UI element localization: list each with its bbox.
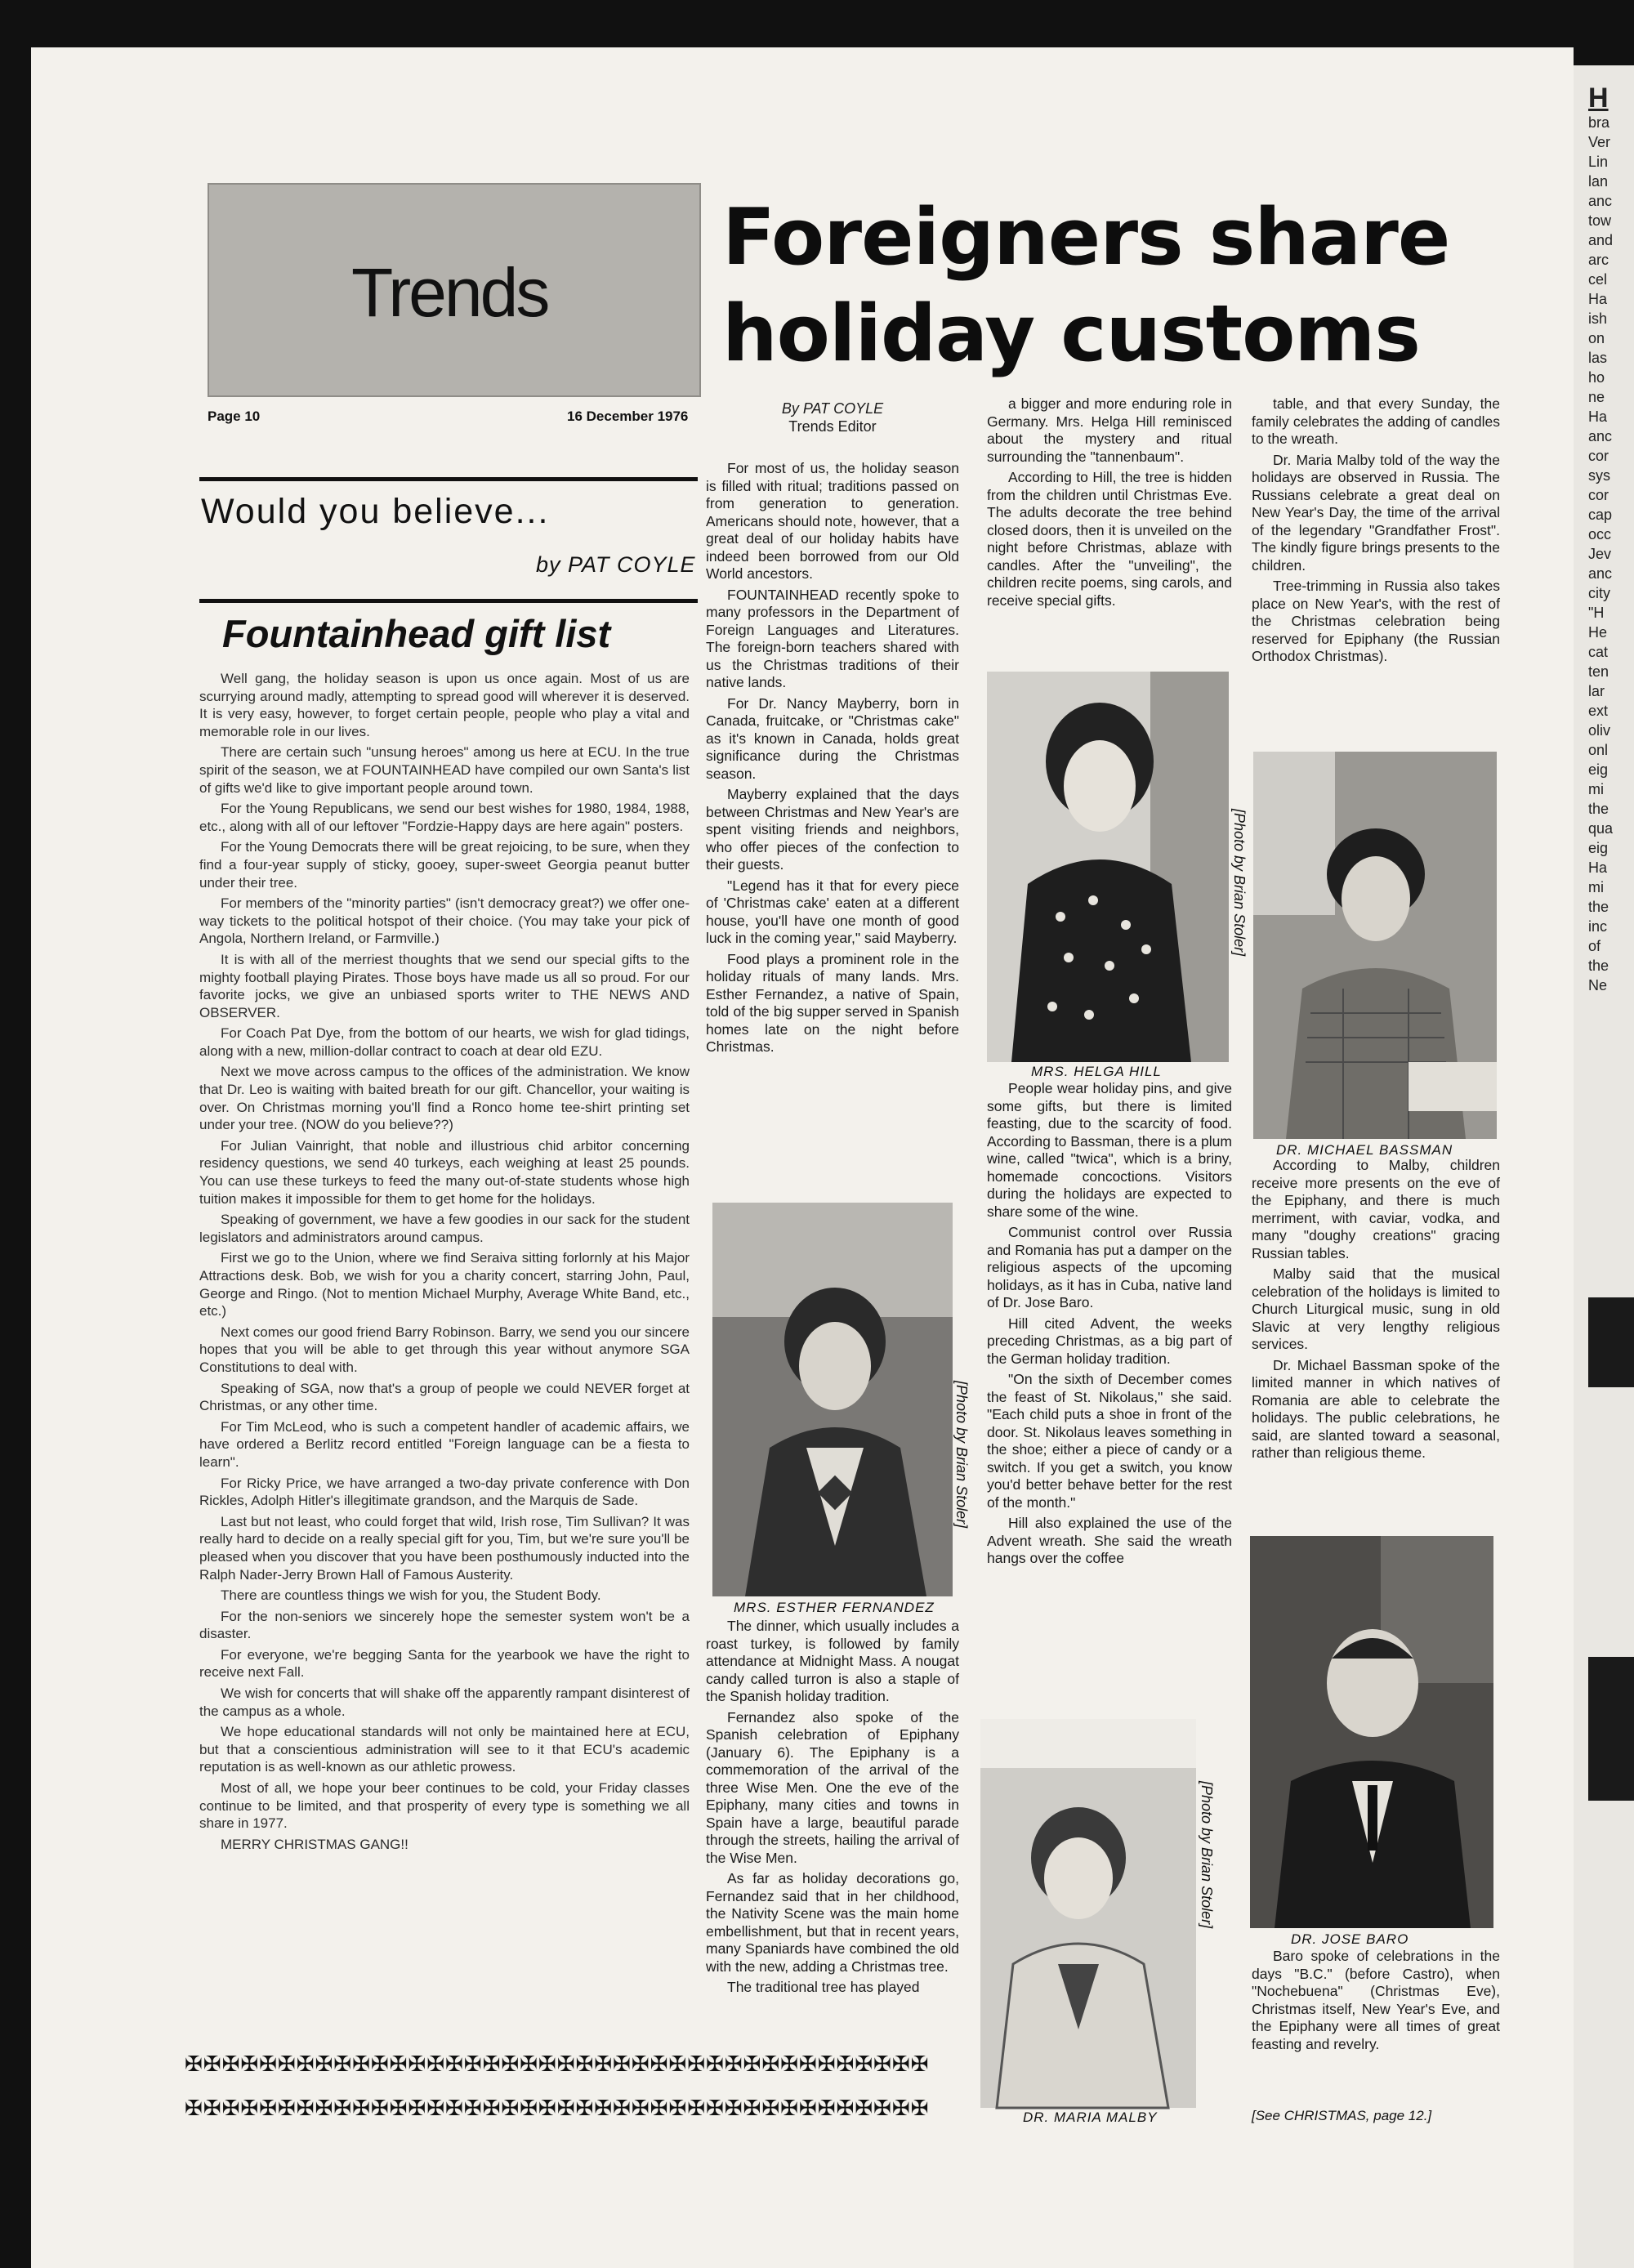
adjacent-page-fragment: city: [1588, 585, 1610, 601]
paragraph: For members of the "minority parties" (isn't democracy great?) we offer one-way tickets to the political hotspot of their choice. (You may take your pick of Angola, Northern Ireland, or Farmville.): [199, 895, 690, 947]
paragraph: The dinner, which usually includes a roast turkey, is followed by family attendance at Midnight Mass. A nougat candy called turron is also a staple of the Spanish holiday tradition.: [706, 1618, 959, 1704]
adjacent-page-fragment: Ha: [1588, 859, 1608, 876]
adjacent-page-fragment: Ver: [1588, 134, 1611, 150]
paragraph: The traditional tree has played: [727, 1979, 920, 1995]
adjacent-page-fragment: cat: [1588, 644, 1609, 660]
column-text: [706, 460, 959, 1056]
adjacent-page-fragment: ext: [1588, 703, 1609, 719]
adjacent-page-fragment: eig: [1588, 840, 1609, 856]
paragraph: People wear holiday pins, and give some gifts, but there is limited feasting, due to the scarcity of food. According to Bassman, there is a plum wine, called "twica", which is a briny, homemade concoctions. Visitors during the holidays are expected to share some of the wine.: [987, 1080, 1232, 1220]
paragraph: "Legend has it that for every piece of 'Christmas cake' eaten at a different house, you'll have one month of good luck in the coming year," said Mayberry.: [706, 877, 959, 946]
paragraph: table, and that every Sunday, the family celebrates the adding of candles to the wreath.: [1252, 395, 1500, 447]
adjacent-page-fragment: onl: [1588, 742, 1609, 758]
paragraph: Most of all, we hope your beer continues to be cold, your Friday classes continue to be limited, and that prosperity of every type is something we all share in 1977.: [199, 1780, 690, 1832]
photo-caption: MRS. HELGA HILL: [1031, 1064, 1162, 1079]
adjacent-page-fragment: anc: [1588, 565, 1613, 582]
adjacent-page-photo: [1588, 1297, 1634, 1387]
paragraph: It is with all of the merriest thoughts that we send our special gifts to the mighty football playing Pirates. Those boys have made us all so proud. For our favorite jocks, we give an unbiased sports writer to THE NEWS AND OBSERVER.: [199, 951, 690, 1020]
photo-credit: [Photo by Brian Stoler]: [1231, 809, 1248, 957]
paragraph: There are certain such "unsung heroes" among us here at ECU. In the true spirit of the season, we at FOUNTAINHEAD have compiled our own Santa's list of gifts we'd like to give important people around town.: [199, 744, 690, 796]
adjacent-page-fragment: cel: [1588, 271, 1608, 288]
headline-line: holiday customs: [722, 289, 1420, 379]
paragraph: According to Hill, the tree is hidden from the children until Christmas Eve. The adults decorate the tree behind closed doors, then it is unveiled on the night before Christmas, ablaze with candles. After the "unveiling", the children recite poems, sing carols, and receive special gifts.: [987, 469, 1232, 609]
adjacent-page-fragment: oliv: [1588, 722, 1611, 739]
paragraph: Fernandez also spoke of the Spanish celebration of Epiphany (January 6). The Epiphany is a commemoration of the arrival of the three Wise Men. One the eve of the Epiphany, many cities and towns in Spain have a large, beautiful parade through the streets, hailing the arrival of the Wise Men.: [706, 1708, 959, 1866]
adjacent-page-fragment: ho: [1588, 369, 1605, 386]
adjacent-page-fragment: ten: [1588, 663, 1609, 680]
byline-role: Trends Editor: [788, 417, 877, 435]
paragraph: We wish for concerts that will shake off the apparently rampant disinterest of the campus as a whole.: [199, 1685, 690, 1719]
adjacent-page-text: [1588, 83, 1634, 995]
headline-line: Foreigners share: [722, 193, 1450, 283]
byline: [706, 400, 959, 435]
adjacent-page-fragment: ish: [1588, 310, 1608, 327]
photo-credit: [Photo by Brian Stoler]: [953, 1381, 970, 1529]
divider: [199, 599, 698, 603]
adjacent-page-fragment: on: [1588, 330, 1605, 346]
headline: [722, 190, 1556, 382]
photo-fernandez: [712, 1203, 953, 1596]
adjacent-page-fragment: cor: [1588, 487, 1609, 503]
adjacent-page-fragment: Ha: [1588, 409, 1608, 425]
photo-caption: DR. JOSE BARO: [1291, 1931, 1409, 1947]
adjacent-page-fragment: mi: [1588, 781, 1604, 797]
paragraph: MERRY CHRISTMAS GANG!!: [221, 1836, 408, 1852]
photo-caption: MRS. ESTHER FERNANDEZ: [734, 1600, 935, 1615]
adjacent-page-fragment: He: [1588, 624, 1608, 641]
adjacent-page-fragment: qua: [1588, 820, 1614, 837]
customs-article-col-3-top: [1252, 395, 1500, 669]
section-title: Trends: [351, 254, 548, 331]
adjacent-page-fragment: tow: [1588, 212, 1612, 229]
column-title: Would you believe...: [201, 492, 550, 531]
paragraph: For most of us, the holiday season is filled with ritual; traditions passed on from generation to generation. Americans should note, however, that a great deal of our holiday habits have indeed been borrowed from our Old World ancestors.: [706, 460, 959, 582]
paragraph: There are countless things we wish for you, the Student Body.: [221, 1587, 601, 1604]
adjacent-page-fragment: lar: [1588, 683, 1605, 699]
adjacent-page-fragment: "H: [1588, 605, 1605, 621]
adjacent-page-fragment: anc: [1588, 193, 1613, 209]
paragraph: As far as holiday decorations go, Fernandez said that in her childhood, the Nativity Scene was the main home embellishment, but that in recent years, many Spaniards have combined the old with the new, adding a Christmas tree.: [706, 1870, 959, 1975]
adjacent-page-fragment: Lin: [1588, 154, 1609, 170]
paragraph: Next we move across campus to the offices of the administration. We know that Dr. Leo is waiting with baited breath for our gift. Chancellor, your waiting is over. On Christmas morning you'll find a Ronco home tee-shirt printing set under your tree. (NOW do you believe??): [199, 1064, 690, 1133]
photo-credit: [Photo by Brian Stoler]: [1199, 1781, 1215, 1929]
customs-article-col-1: [706, 400, 959, 1060]
photo-caption: DR. MARIA MALBY: [1023, 2110, 1158, 2125]
paragraph: Speaking of SGA, now that's a group of people we could NEVER forget at Christmas, or any other time.: [199, 1380, 690, 1414]
jump-note: [See CHRISTMAS, page 12.]: [1252, 2108, 1432, 2123]
customs-article-col-2-mid: [987, 1080, 1232, 1571]
adjacent-page-fragment: las: [1588, 350, 1608, 366]
adjacent-page-fragment: the: [1588, 958, 1609, 974]
paragraph: First we go to the Union, where we find Seraiva sitting forlornly at his Major Attractions desk. Bob, we wish for you a charity concert, starring John, Paul, George and Ringo. (Not to mention Michael Murphy, Average White Band, etc., etc.): [199, 1250, 690, 1319]
customs-article-col-3-mid: [1252, 1157, 1500, 1466]
adjacent-page-fragment: Ha: [1588, 291, 1608, 307]
adjacent-page-fragment: arc: [1588, 252, 1609, 268]
paragraph: Hill also explained the use of the Advent wreath. She said the wreath hangs over the coffee: [987, 1515, 1232, 1566]
page-number: Page 10: [208, 409, 261, 424]
paragraph: Next comes our good friend Barry Robinson. Barry, we send you our sincere hopes that you will be able to get through this year without anymore SGA Constitutions to deal with.: [199, 1324, 690, 1375]
adjacent-page-fragment: bra: [1588, 114, 1610, 131]
paragraph: Baro spoke of celebrations in the days "B.C." (before Castro), when "Nochebuena" (Christmas Eve), Christmas itself, New Year's Eve, and the Epiphany were all times of great feasting and revelry.: [1252, 1948, 1500, 2052]
adjacent-page-fragment: cap: [1588, 507, 1613, 523]
paragraph: According to Malby, children receive more presents on the eve of the Epiphany, and there is much merriment, with caviar, vodka, and many "doughy creations" gracing Russian tables.: [1252, 1157, 1500, 1261]
photo-baro: [1250, 1536, 1493, 1928]
adjacent-page-fragment: cor: [1588, 448, 1609, 464]
adjacent-page-fragment: eig: [1588, 761, 1609, 778]
adjacent-page-fragment: ne: [1588, 389, 1605, 405]
customs-article-col-3-bottom: [1252, 1948, 1500, 2056]
paragraph: For everyone, we're begging Santa for the yearbook we have the right to receive next Fall.: [199, 1646, 690, 1681]
paragraph: Mayberry explained that the days between Christmas and New Year's are spent visiting friends and neighbors, who offer pieces of the confection to their guests.: [706, 786, 959, 873]
paragraph: Speaking of government, we have a few goodies in our sack for the student legislators and administrators around campus.: [199, 1212, 690, 1245]
paragraph: We hope educational standards will not only be maintained here at ECU, but that a conscientious administration will see to it that ECU's academic reputation is as well-known as our athletic prowess.: [199, 1724, 690, 1775]
adjacent-page-fragment: inc: [1588, 918, 1608, 935]
paragraph: Food plays a prominent role in the holiday rituals of many lands. Mrs. Esther Fernandez, a native of Spain, told of the big supper served in Spanish homes late on the night before Christmas.: [706, 950, 959, 1055]
adjacent-page-fragment: sys: [1588, 467, 1610, 484]
byline: by PAT COYLE: [536, 552, 696, 577]
adjacent-page-fragment: of: [1588, 938, 1601, 954]
adjacent-page-fragment: anc: [1588, 428, 1613, 444]
paragraph: Hill cited Advent, the weeks preceding Christmas, as a big part of the German holiday tradition.: [987, 1315, 1232, 1367]
adjacent-page-fragment: the: [1588, 899, 1609, 915]
adjacent-page-fragment: mi: [1588, 879, 1604, 895]
paragraph: For Dr. Nancy Mayberry, born in Canada, fruitcake, or "Christmas cake" as it's known in Canada, holds great significance during the Christmas season.: [706, 694, 959, 782]
paragraph: a bigger and more enduring role in Germany. Mrs. Helga Hill reminisced about the mystery and ritual surrounding the "tannenbaum".: [987, 395, 1232, 465]
paragraph: For Julian Vainright, that noble and illustrious chid arbitor concerning residency questions, we send 40 turkeys, each weighing at least 25 pounds. You can use these turkeys to feed the many out-of-state students whose high tuition makes it impossible for them to get home for the holidays.: [199, 1137, 690, 1207]
adjacent-page-fragment: and: [1588, 232, 1614, 248]
customs-article-col-1-lower: [706, 1618, 959, 2000]
paragraph: Dr. Michael Bassman spoke of the limited manner in which natives of Romania are able to celebrate the holidays. The public celebrations, he said, are slanted toward a seasonal, rather than religious theme.: [1252, 1356, 1500, 1461]
adjacent-page-fragment: lan: [1588, 173, 1609, 190]
photo-hill: [987, 672, 1229, 1062]
paragraph: "On the sixth of December comes the feast of St. Nikolaus," she said. "Each child puts a shoe in front of the door. St. Nikolaus leaves something in the shoe; either a piece of candy or a switch. If you get a switch, you know you'd better behave better for the rest of the month.": [987, 1371, 1232, 1511]
photo-malby: [980, 1719, 1196, 2108]
photo-bassman: [1253, 752, 1497, 1139]
paragraph: Tree-trimming in Russia also takes place on New Year's, with the rest of the Christmas celebration being reserved for Epiphany (the Russian Orthodox Christmas).: [1252, 578, 1500, 664]
ornament-border: ✠✠✠✠✠✠✠✠✠✠✠✠✠✠✠✠✠✠✠✠✠✠✠✠✠✠✠✠✠✠✠✠✠✠✠✠✠✠✠✠: [185, 2096, 930, 2121]
adjacent-page-fragment: the: [1588, 801, 1609, 817]
article-title: Fountainhead gift list: [222, 612, 611, 655]
paragraph: Malby said that the musical celebration of the holidays is limited to Church Liturgical music, sung in old Slavic at very lengthy religious services.: [1252, 1266, 1500, 1352]
paragraph: For the Young Republicans, we send our best wishes for 1980, 1984, 1988, etc., along with all of our leftover "Fordzie-Happy days are here again" posters.: [199, 801, 690, 834]
customs-article-col-2-top: [987, 395, 1232, 613]
gift-list-article: [199, 670, 690, 1856]
issue-date: 16 December 1976: [567, 409, 689, 424]
paragraph: For the non-seniors we sincerely hope the semester system won't be a disaster.: [199, 1608, 690, 1642]
paragraph: Communist control over Russia and Romania has put a damper on the religious aspects of the upcoming holidays, as it has in Cuba, native land of Dr. Jose Baro.: [987, 1224, 1232, 1310]
photo-caption: DR. MICHAEL BASSMAN: [1276, 1142, 1453, 1158]
paragraph: Dr. Maria Malby told of the way the holidays are observed in Russia. The Russians celebrate a great deal on New Year's Day, the time of the arrival of the legendary "Grandfather Frost". The kindly figure brings presents to the children.: [1252, 451, 1500, 574]
adjacent-page-fragment: occ: [1588, 526, 1612, 542]
adjacent-page-fragment: Jev: [1588, 546, 1612, 562]
adjacent-page-photo: [1588, 1657, 1634, 1801]
adjacent-page-fragment: Ne: [1588, 977, 1608, 993]
byline-name: By PAT COYLE: [781, 400, 884, 417]
paragraph: For Ricky Price, we have arranged a two-day private conference with Don Rickles, Adolph Hitler's illegitimate grandson, and the Marquis de Sade.: [199, 1475, 690, 1509]
paragraph: For Coach Pat Dye, from the bottom of our hearts, we wish for glad tidings, along with a new, million-dollar contract to coach at dear old EZU.: [199, 1025, 690, 1059]
paragraph: Well gang, the holiday season is upon us once again. Most of us are scurrying around madly, attempting to spread good will wherever it is deserved. It is very easy, however, to forget certain people, people who play a vital and memorable role in our lives.: [199, 671, 690, 739]
paragraph: Last but not least, who could forget that wild, Irish rose, Tim Sullivan? It was really hard to decide on a really special gift for you, Tim, but we're sure you'll be pleased when you discover that you have been posthumously inducted into the Ralph Nader-Jerry Brown Hall of Famous Austerity.: [199, 1513, 690, 1583]
adjacent-page-heading: H: [1588, 83, 1609, 114]
paragraph: FOUNTAINHEAD recently spoke to many professors in the Department of Foreign Languages and Literatures. The foreign-born teachers shared with us the Christmas traditions of their native lands.: [706, 586, 959, 690]
ornament-border: ✠✠✠✠✠✠✠✠✠✠✠✠✠✠✠✠✠✠✠✠✠✠✠✠✠✠✠✠✠✠✠✠✠✠✠✠✠✠✠✠: [185, 2052, 930, 2077]
paragraph: For Tim McLeod, who is such a competent handler of academic affairs, we have ordered a Berlitz record entitled "Foreign language can be a fiesta to learn".: [199, 1418, 690, 1470]
paragraph: For the Young Democrats there will be great rejoicing, to be sure, when they find a four-year supply of sticky, gooey, super-sweet Georgia peanut butter under their tree.: [199, 839, 690, 891]
divider: [199, 477, 698, 481]
